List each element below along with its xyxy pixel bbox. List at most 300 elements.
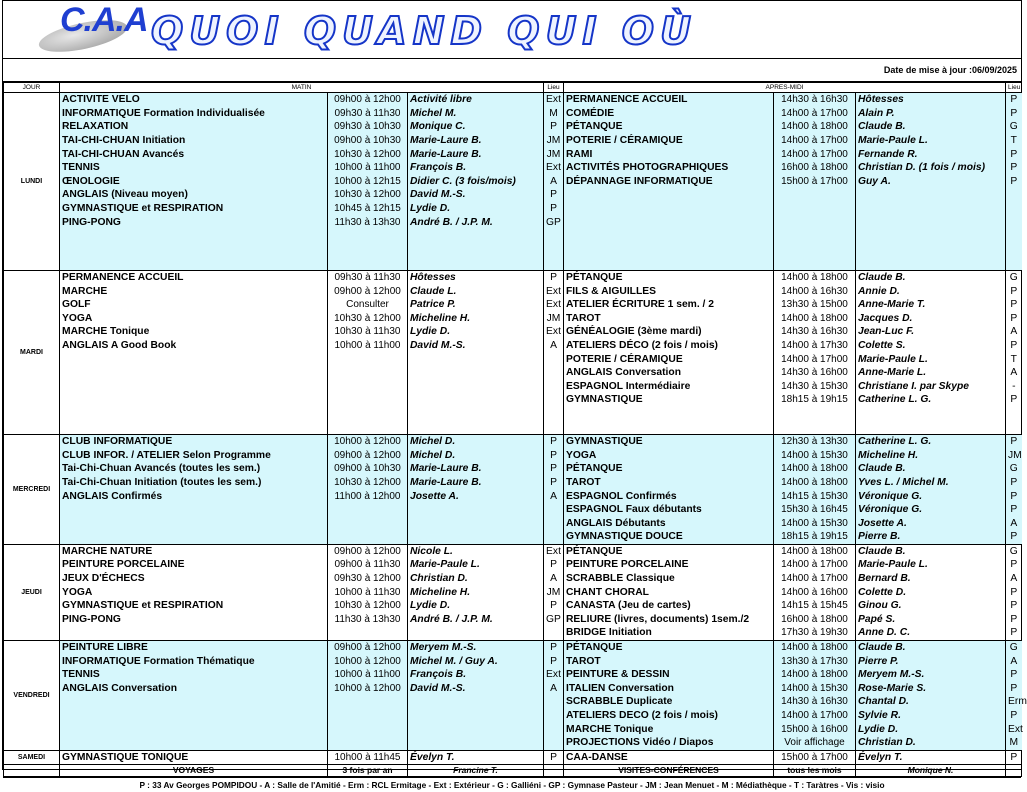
pm-who: Yves L. / Michel M. (856, 476, 1006, 490)
am-time (328, 393, 408, 407)
pm-activity: GÉNÉALOGIE (3ème mardi) (564, 325, 774, 339)
schedule-row (4, 120, 1022, 134)
am-who: Lydie D. (408, 599, 544, 613)
pm-activity: PERMANENCE ACCUEIL (564, 93, 774, 107)
am-who: Michel M. / Guy A. (408, 654, 544, 668)
pm-place: P (1006, 503, 1022, 517)
pm-place: M (1006, 736, 1022, 750)
pm-activity: RAMI (564, 147, 774, 161)
am-activity: MARCHE Tonique (60, 325, 328, 339)
am-activity: ŒNOLOGIE (60, 175, 328, 189)
am-time: 10h30 à 12h00 (328, 312, 408, 326)
am-activity (60, 366, 328, 380)
schedule-row (4, 420, 1022, 434)
schedule-row (4, 202, 1022, 216)
am-place: JM (544, 134, 564, 148)
am-place: P (544, 558, 564, 572)
footer-pm-activity: VISITES-CONFÉRENCES (564, 765, 774, 777)
am-who: David M.-S. (408, 339, 544, 353)
schedule-row (4, 366, 1022, 380)
pm-who: Marie-Paule L. (856, 352, 1006, 366)
location-legend: P : 33 Av Georges POMPIDOU - A : Salle de l'Amitié - Erm : RCL Ermitage - Ext : Extérieur - G : Galliéni - GP : Gymnase Pasteur - JM : Jean Menuet - M : Médiathèque - T : Taràtres - Vis : visio (3, 777, 1021, 792)
pm-place: P (1006, 175, 1022, 189)
footer-row (4, 765, 1022, 777)
pm-activity (564, 215, 774, 229)
am-activity: PERMANENCE ACCUEIL (60, 270, 328, 284)
schedule-page (2, 0, 1027, 791)
am-activity (60, 709, 328, 723)
am-place (544, 530, 564, 544)
am-time (328, 256, 408, 270)
pm-who: Jacques D. (856, 312, 1006, 326)
am-time: 11h30 à 13h30 (328, 613, 408, 627)
pm-activity: COMÉDIE (564, 107, 774, 121)
pm-time: 12h30 à 13h30 (774, 434, 856, 448)
schedule-row (4, 462, 1022, 476)
pm-place: P (1006, 434, 1022, 448)
col-header-pm: APRES-MIDI (564, 83, 1006, 93)
pm-activity: TAROT (564, 654, 774, 668)
pm-time: 14h15 à 15h30 (774, 489, 856, 503)
am-time (328, 709, 408, 723)
pm-activity: GYMNASTIQUE (564, 393, 774, 407)
pm-place (1006, 202, 1022, 216)
am-place: P (544, 202, 564, 216)
pm-time: 14h00 à 15h30 (774, 516, 856, 530)
pm-who: Bernard B. (856, 572, 1006, 586)
pm-place: Ext (1006, 722, 1022, 736)
pm-activity: SCRABBLE Classique (564, 572, 774, 586)
pm-activity: CAA-DANSE (564, 750, 774, 765)
am-who (408, 229, 544, 243)
am-activity (60, 352, 328, 366)
am-time (328, 352, 408, 366)
am-who (408, 516, 544, 530)
pm-time (774, 420, 856, 434)
pm-who: Claude B. (856, 640, 1006, 654)
schedule-row (4, 325, 1022, 339)
am-activity (60, 256, 328, 270)
am-who: Josette A. (408, 489, 544, 503)
pm-place (1006, 188, 1022, 202)
am-activity (60, 407, 328, 421)
page-title: QUOI QUAND QUI OÙ (151, 9, 697, 53)
pm-time: 14h00 à 17h30 (774, 339, 856, 353)
col-header-day: JOUR (4, 83, 60, 93)
pm-activity: PÉTANQUE (564, 120, 774, 134)
schedule-row (4, 256, 1022, 270)
am-activity (60, 695, 328, 709)
am-time: 10h30 à 12h00 (328, 599, 408, 613)
pm-place (1006, 420, 1022, 434)
am-time: 10h00 à 11h00 (328, 668, 408, 682)
am-who (408, 503, 544, 517)
am-who (408, 352, 544, 366)
am-who: Lydie D. (408, 202, 544, 216)
schedule-row (4, 640, 1022, 654)
am-who: Marie-Laure B. (408, 134, 544, 148)
pm-place: P (1006, 682, 1022, 696)
schedule-row (4, 668, 1022, 682)
am-activity: PEINTURE LIBRE (60, 640, 328, 654)
pm-place: P (1006, 298, 1022, 312)
am-place (544, 709, 564, 723)
am-activity: ACTIVITE VELO (60, 93, 328, 107)
footer-pm-place (1006, 765, 1022, 777)
pm-who: Fernande R. (856, 147, 1006, 161)
schedule-row (4, 613, 1022, 627)
am-who: Lydie D. (408, 325, 544, 339)
pm-place: P (1006, 489, 1022, 503)
schedule-row (4, 298, 1022, 312)
pm-time: Voir affichage (774, 736, 856, 750)
pm-activity: ATELIERS DECO (2 fois / mois) (564, 709, 774, 723)
pm-time: 14h30 à 16h30 (774, 695, 856, 709)
am-activity: GOLF (60, 298, 328, 312)
column-header-row (4, 83, 1022, 93)
pm-time: 14h00 à 16h30 (774, 284, 856, 298)
pm-place: P (1006, 709, 1022, 723)
am-who: Nicole L. (408, 544, 544, 558)
am-activity: CLUB INFORMATIQUE (60, 434, 328, 448)
am-who: Michel M. (408, 107, 544, 121)
footer-am-who: Francine T. (408, 765, 544, 777)
am-time (328, 366, 408, 380)
pm-time: 14h00 à 18h00 (774, 270, 856, 284)
pm-place: Erm (1006, 695, 1022, 709)
pm-time: 16h00 à 18h00 (774, 161, 856, 175)
am-who (408, 393, 544, 407)
pm-place (1006, 407, 1022, 421)
pm-time: 14h00 à 17h00 (774, 709, 856, 723)
pm-activity: ATELIERS DÉCO (2 fois / mois) (564, 339, 774, 353)
footer-pm-who: Monique N. (856, 765, 1006, 777)
am-who: David M.-S. (408, 682, 544, 696)
pm-who: Colette D. (856, 585, 1006, 599)
schedule-row (4, 284, 1022, 298)
am-time: 10h00 à 11h45 (328, 750, 408, 765)
pm-who: Pierre P. (856, 654, 1006, 668)
pm-activity (564, 256, 774, 270)
am-who: Claude L. (408, 284, 544, 298)
am-time: 11h30 à 13h30 (328, 215, 408, 229)
am-activity (60, 229, 328, 243)
schedule-row (4, 352, 1022, 366)
pm-who: Claude B. (856, 120, 1006, 134)
am-time: 09h30 à 10h30 (328, 120, 408, 134)
am-place (544, 722, 564, 736)
pm-place: P (1006, 161, 1022, 175)
pm-place: P (1006, 668, 1022, 682)
pm-activity: PÉTANQUE (564, 270, 774, 284)
col-header-place-am: Lieu (544, 83, 564, 93)
pm-activity (564, 407, 774, 421)
am-place: Ext (544, 298, 564, 312)
pm-who (856, 407, 1006, 421)
pm-time: 14h00 à 15h30 (774, 682, 856, 696)
pm-activity: YOGA (564, 448, 774, 462)
am-activity (60, 503, 328, 517)
update-date: Date de mise à jour :06/09/2025 (3, 59, 1021, 82)
am-activity: PING-PONG (60, 215, 328, 229)
am-who: Évelyn T. (408, 750, 544, 765)
am-time: 10h00 à 11h30 (328, 585, 408, 599)
schedule-row (4, 93, 1022, 107)
pm-activity: PEINTURE PORCELAINE (564, 558, 774, 572)
schedule-row (4, 229, 1022, 243)
pm-who: Annie D. (856, 284, 1006, 298)
caa-logo (38, 1, 148, 55)
schedule-row (4, 572, 1022, 586)
pm-place (1006, 256, 1022, 270)
pm-who: Catherine L. G. (856, 393, 1006, 407)
pm-who: Marie-Paule L. (856, 134, 1006, 148)
pm-activity: ITALIEN Conversation (564, 682, 774, 696)
pm-place: P (1006, 393, 1022, 407)
am-time: 09h30 à 11h30 (328, 107, 408, 121)
am-time: 10h00 à 12h15 (328, 175, 408, 189)
schedule-row (4, 243, 1022, 257)
am-who: Marie-Laure B. (408, 462, 544, 476)
pm-activity: POTERIE / CÉRAMIQUE (564, 134, 774, 148)
am-place (544, 243, 564, 257)
am-place: Ext (544, 544, 564, 558)
pm-activity: ANGLAIS Débutants (564, 516, 774, 530)
pm-place: P (1006, 93, 1022, 107)
pm-time: 14h30 à 16h30 (774, 325, 856, 339)
am-place: P (544, 188, 564, 202)
pm-time: 18h15 à 19h15 (774, 393, 856, 407)
am-who: David M.-S. (408, 188, 544, 202)
am-time: 09h00 à 10h30 (328, 134, 408, 148)
schedule-row (4, 339, 1022, 353)
am-activity: MARCHE NATURE (60, 544, 328, 558)
pm-place: P (1006, 558, 1022, 572)
am-time (328, 695, 408, 709)
am-place: A (544, 175, 564, 189)
footer-am-time: 3 fois par an (328, 765, 408, 777)
pm-who: Micheline H. (856, 448, 1006, 462)
pm-time: 14h00 à 18h00 (774, 640, 856, 654)
am-place: JM (544, 147, 564, 161)
am-time: 11h00 à 12h00 (328, 489, 408, 503)
am-activity (60, 393, 328, 407)
footer-spacer (4, 765, 60, 777)
pm-activity (564, 229, 774, 243)
am-who (408, 695, 544, 709)
pm-place: P (1006, 147, 1022, 161)
am-activity (60, 420, 328, 434)
pm-activity: SCRABBLE Duplicate (564, 695, 774, 709)
am-time (328, 722, 408, 736)
pm-who: Rose-Marie S. (856, 682, 1006, 696)
am-activity (60, 722, 328, 736)
pm-activity: ACTIVITÉS PHOTOGRAPHIQUES (564, 161, 774, 175)
am-time: 09h00 à 12h00 (328, 544, 408, 558)
am-place (544, 256, 564, 270)
pm-time: 14h00 à 18h00 (774, 544, 856, 558)
pm-place: P (1006, 585, 1022, 599)
pm-place: T (1006, 134, 1022, 148)
page-header (3, 1, 1021, 59)
am-place: P (544, 448, 564, 462)
schedule-row (4, 270, 1022, 284)
pm-place: - (1006, 379, 1022, 393)
pm-who: Anne-Marie L. (856, 366, 1006, 380)
am-place: Ext (544, 284, 564, 298)
schedule-row (4, 599, 1022, 613)
am-activity (60, 243, 328, 257)
pm-time: 14h30 à 16h30 (774, 93, 856, 107)
pm-activity: FILS & AIGUILLES (564, 284, 774, 298)
am-who (408, 420, 544, 434)
am-place (544, 503, 564, 517)
pm-place: G (1006, 270, 1022, 284)
am-who: François B. (408, 161, 544, 175)
am-activity: INFORMATIQUE Formation Individualisée (60, 107, 328, 121)
pm-activity (564, 202, 774, 216)
am-place (544, 352, 564, 366)
am-activity: Tai-Chi-Chuan Avancés (toutes les sem.) (60, 462, 328, 476)
pm-place: P (1006, 339, 1022, 353)
pm-who: Claude B. (856, 462, 1006, 476)
pm-who: Christian D. (856, 736, 1006, 750)
pm-who: Jean-Luc F. (856, 325, 1006, 339)
schedule-row (4, 585, 1022, 599)
am-place (544, 736, 564, 750)
am-time: 10h00 à 12h00 (328, 682, 408, 696)
day-label: LUNDI (4, 93, 60, 271)
pm-place: P (1006, 613, 1022, 627)
am-who (408, 530, 544, 544)
pm-who (856, 229, 1006, 243)
am-activity: YOGA (60, 312, 328, 326)
schedule-row (4, 379, 1022, 393)
am-place: P (544, 434, 564, 448)
pm-who: Lydie D. (856, 722, 1006, 736)
day-label: MARDI (4, 270, 60, 434)
pm-activity: GYMNASTIQUE (564, 434, 774, 448)
pm-who: Anne D. C. (856, 626, 1006, 640)
schedule-row (4, 448, 1022, 462)
pm-activity: TAROT (564, 312, 774, 326)
am-time: 09h00 à 12h00 (328, 284, 408, 298)
schedule-row (4, 407, 1022, 421)
am-time: 09h00 à 12h00 (328, 93, 408, 107)
pm-time: 14h00 à 18h00 (774, 120, 856, 134)
am-who: Marie-Paule L. (408, 558, 544, 572)
day-label: MERCREDI (4, 434, 60, 544)
pm-time (774, 229, 856, 243)
am-who: André B. / J.P. M. (408, 215, 544, 229)
pm-place: A (1006, 654, 1022, 668)
am-who: Activité libre (408, 93, 544, 107)
am-place: A (544, 339, 564, 353)
pm-activity: POTERIE / CÉRAMIQUE (564, 352, 774, 366)
pm-activity: MARCHE Tonique (564, 722, 774, 736)
am-place (544, 407, 564, 421)
am-time: 10h30 à 11h30 (328, 325, 408, 339)
am-activity: ANGLAIS A Good Book (60, 339, 328, 353)
am-activity: GYMNASTIQUE TONIQUE (60, 750, 328, 765)
pm-time: 14h00 à 17h00 (774, 147, 856, 161)
am-time (328, 379, 408, 393)
pm-activity: PÉTANQUE (564, 544, 774, 558)
am-who: André B. / J.P. M. (408, 613, 544, 627)
logo-text: C.A.A (60, 1, 148, 39)
pm-time: 14h30 à 16h00 (774, 366, 856, 380)
am-activity (60, 530, 328, 544)
am-activity: Tai-Chi-Chuan Initiation (toutes les sem.) (60, 476, 328, 490)
pm-activity: PÉTANQUE (564, 640, 774, 654)
pm-activity: RELIURE (livres, documents) 1sem./2 (564, 613, 774, 627)
am-time: 09h00 à 12h00 (328, 448, 408, 462)
pm-who (856, 215, 1006, 229)
pm-activity (564, 243, 774, 257)
am-time: Consulter (328, 298, 408, 312)
pm-time (774, 243, 856, 257)
am-place: P (544, 462, 564, 476)
pm-place: A (1006, 325, 1022, 339)
pm-time: 15h30 à 16h45 (774, 503, 856, 517)
schedule-row (4, 682, 1022, 696)
pm-place: G (1006, 544, 1022, 558)
pm-time: 13h30 à 17h30 (774, 654, 856, 668)
pm-activity: ESPAGNOL Faux débutants (564, 503, 774, 517)
am-who (408, 407, 544, 421)
pm-activity: DÉPANNAGE INFORMATIQUE (564, 175, 774, 189)
day-label: JEUDI (4, 544, 60, 640)
pm-place (1006, 229, 1022, 243)
pm-time: 16h00 à 18h00 (774, 613, 856, 627)
pm-activity: TAROT (564, 476, 774, 490)
am-time (328, 736, 408, 750)
am-time: 10h00 à 12h00 (328, 434, 408, 448)
am-place: P (544, 599, 564, 613)
pm-who: Christian D. (1 fois / mois) (856, 161, 1006, 175)
am-time: 10h45 à 12h15 (328, 202, 408, 216)
pm-who: Marie-Paule L. (856, 558, 1006, 572)
am-place: A (544, 682, 564, 696)
am-time (328, 503, 408, 517)
am-time: 10h30 à 12h00 (328, 476, 408, 490)
pm-who: Véronique G. (856, 503, 1006, 517)
am-place: P (544, 476, 564, 490)
am-who: Micheline H. (408, 585, 544, 599)
schedule-row (4, 709, 1022, 723)
am-place: JM (544, 585, 564, 599)
pm-who: Alain P. (856, 107, 1006, 121)
am-place (544, 516, 564, 530)
pm-place: A (1006, 366, 1022, 380)
col-header-am: MATIN (60, 83, 544, 93)
am-activity: CLUB INFOR. / ATELIER Selon Programme (60, 448, 328, 462)
am-place: P (544, 120, 564, 134)
pm-activity: ANGLAIS Conversation (564, 366, 774, 380)
am-place: P (544, 640, 564, 654)
pm-time: 14h00 à 18h00 (774, 476, 856, 490)
pm-who (856, 188, 1006, 202)
pm-place: T (1006, 352, 1022, 366)
am-time: 10h30 à 12h00 (328, 147, 408, 161)
footer-am-place (544, 765, 564, 777)
am-place: P (544, 750, 564, 765)
am-place: M (544, 107, 564, 121)
am-place (544, 229, 564, 243)
schedule-row (4, 530, 1022, 544)
am-activity: TAI-CHI-CHUAN Initiation (60, 134, 328, 148)
pm-activity: PÉTANQUE (564, 462, 774, 476)
